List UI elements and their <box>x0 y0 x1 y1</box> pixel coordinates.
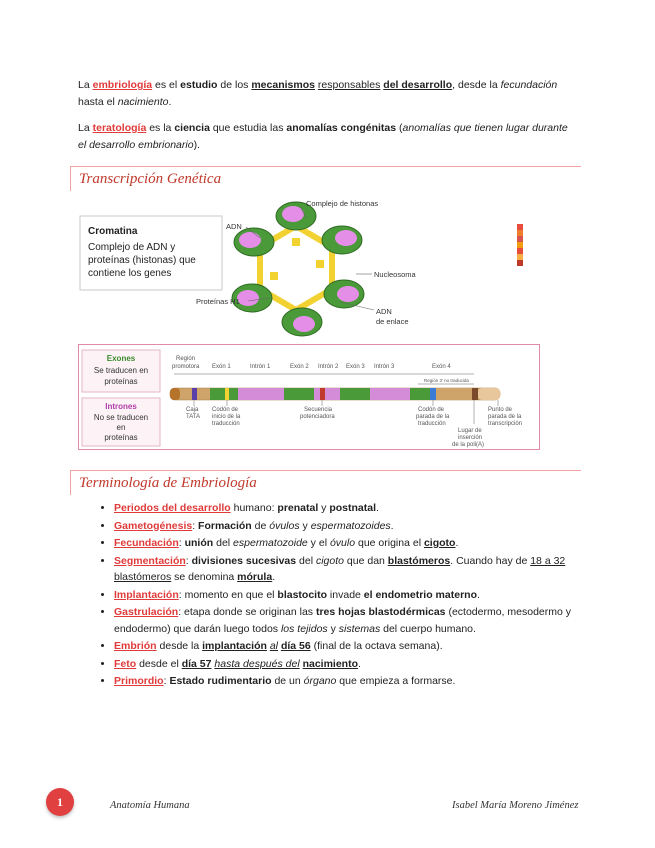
label-exon-2: Exón 2 <box>290 364 309 370</box>
section-title: Terminología de Embriología <box>79 475 257 491</box>
label-proteinas-h1: Proteínas H1 <box>196 297 240 306</box>
gene-diagram <box>78 344 540 450</box>
footer-course: Anatomía Humana <box>110 800 190 811</box>
section-heading-transcripcion <box>70 166 581 191</box>
label-punto-parada: Punto de <box>488 407 513 413</box>
label-exon-1: Exón 1 <box>212 364 231 370</box>
intrones-text: proteínas <box>104 433 138 442</box>
label-punto-parada: parada de la <box>488 414 522 420</box>
intrones-title: Intrones <box>105 402 137 411</box>
label-codon-inicio: Codón de <box>212 407 239 413</box>
histone-complex <box>282 308 322 336</box>
term-embriologia: embriología <box>92 79 153 91</box>
intrones-text: No se traducen <box>93 413 149 422</box>
label-secuencia-potenciadora: potenciadora <box>300 414 335 420</box>
list-item: • Feto desde el día 57 hasta después del nacimiento. <box>114 656 604 673</box>
label-punto-parada: transcripción <box>488 421 523 427</box>
exones-title: Exones <box>106 354 136 363</box>
intrones-text: en <box>116 423 126 432</box>
label-region-promotora: promotora <box>172 364 200 370</box>
gene-segments <box>170 388 500 400</box>
label-codon-parada: parada de la <box>416 414 450 420</box>
cromatina-title: Cromatina <box>88 226 138 237</box>
section-title: Transcripción Genética <box>79 171 222 187</box>
label-lugar-poli-a: Lugar de <box>458 428 482 434</box>
cromatina-text-line: contiene los genes <box>88 268 172 279</box>
list-item: • Fecundación: unión del espermatozoide y el óvulo que origina el cigoto. <box>114 535 604 552</box>
figure-gene-structure <box>78 344 540 450</box>
histone-complex <box>322 226 362 254</box>
label-caja-tata: TATA <box>186 414 200 420</box>
nucleosome-illustration <box>78 198 548 338</box>
list-item: • Primordio: Estado rudimentario de un órgano que empieza a formarse. <box>114 673 604 690</box>
list-item: • Implantación: momento en que el blastocito invade el endometrio materno. <box>114 587 604 604</box>
page-number-badge: 1 <box>46 788 74 816</box>
terminology-list <box>92 500 604 691</box>
histone-complex <box>324 280 364 308</box>
label-nucleosoma: Nucleosoma <box>374 270 416 279</box>
label-intron-3: Intrón 3 <box>374 364 395 370</box>
label-exon-3: Exón 3 <box>346 364 365 370</box>
label-intron-1: Intrón 1 <box>250 364 271 370</box>
label-complejo-histonas: Complejo de histonas <box>306 199 379 208</box>
label-adn-enlace: de enlace <box>376 317 409 326</box>
cromatina-text-line: Complejo de ADN y <box>88 242 176 253</box>
label-adn: ADN <box>226 222 242 231</box>
cromatina-text-line: proteínas (histonas) que <box>88 255 196 266</box>
color-strip-decoration <box>517 224 523 266</box>
term-teratologia: teratología <box>92 122 147 134</box>
label-caja-tata: Caja <box>186 407 199 413</box>
label-exon-4: Exón 4 <box>432 364 451 370</box>
figure-cromatina <box>78 198 548 338</box>
label-codon-parada: traducción <box>418 421 446 427</box>
intro-paragraph-embriologia: La embriología es el estudio de los mecanismos responsables del desarrollo, desde la fecundación hasta el nacimiento. <box>78 79 558 108</box>
section-heading-terminologia <box>70 470 581 495</box>
exones-text: proteínas <box>104 377 138 386</box>
list-item: • Embrión desde la implantación al día 56 (final de la octava semana). <box>114 638 604 655</box>
list-item: • Gametogénesis: Formación de óvulos y espermatozoides. <box>114 518 604 535</box>
nucleosome-ring <box>232 202 364 336</box>
label-secuencia-potenciadora: Secuencia <box>304 407 333 413</box>
label-region-3-utr: Región 3' no traducida <box>424 378 469 383</box>
label-lugar-poli-a: inserción <box>458 435 483 441</box>
label-lugar-poli-a: de la poli(A) <box>452 442 485 448</box>
exones-text: Se traducen en <box>93 366 149 375</box>
list-item: • Periodos del desarrollo humano: prenatal y postnatal. <box>114 500 604 517</box>
label-codon-parada: Codón de <box>418 407 445 413</box>
histone-complex <box>234 228 274 256</box>
list-item: • Gastrulación: etapa donde se originan las tres hojas blastodérmicas (ectodermo, mesodermo y endodermo) que darán luego todos los tejidos y sistemas del cuerpo humano. <box>114 604 604 637</box>
label-region-promotora: Región <box>176 356 196 362</box>
label-codon-inicio: inicio de la <box>212 414 241 420</box>
label-adn-enlace: ADN <box>376 307 392 316</box>
intro-paragraph-teratologia: La teratología es la ciencia que estudia las anomalías congénitas (anomalías que tienen lugar durante el desarrollo embrionario). <box>78 122 568 151</box>
list-item: • Segmentación: divisiones sucesivas del cigoto que dan blastómeros. Cuando hay de 18 a 32 blastómeros se denomina mórula. <box>114 553 604 586</box>
label-codon-inicio: traducción <box>212 421 240 427</box>
footer-author: Isabel María Moreno Jiménez <box>452 800 579 811</box>
label-intron-2: Intrón 2 <box>318 364 339 370</box>
